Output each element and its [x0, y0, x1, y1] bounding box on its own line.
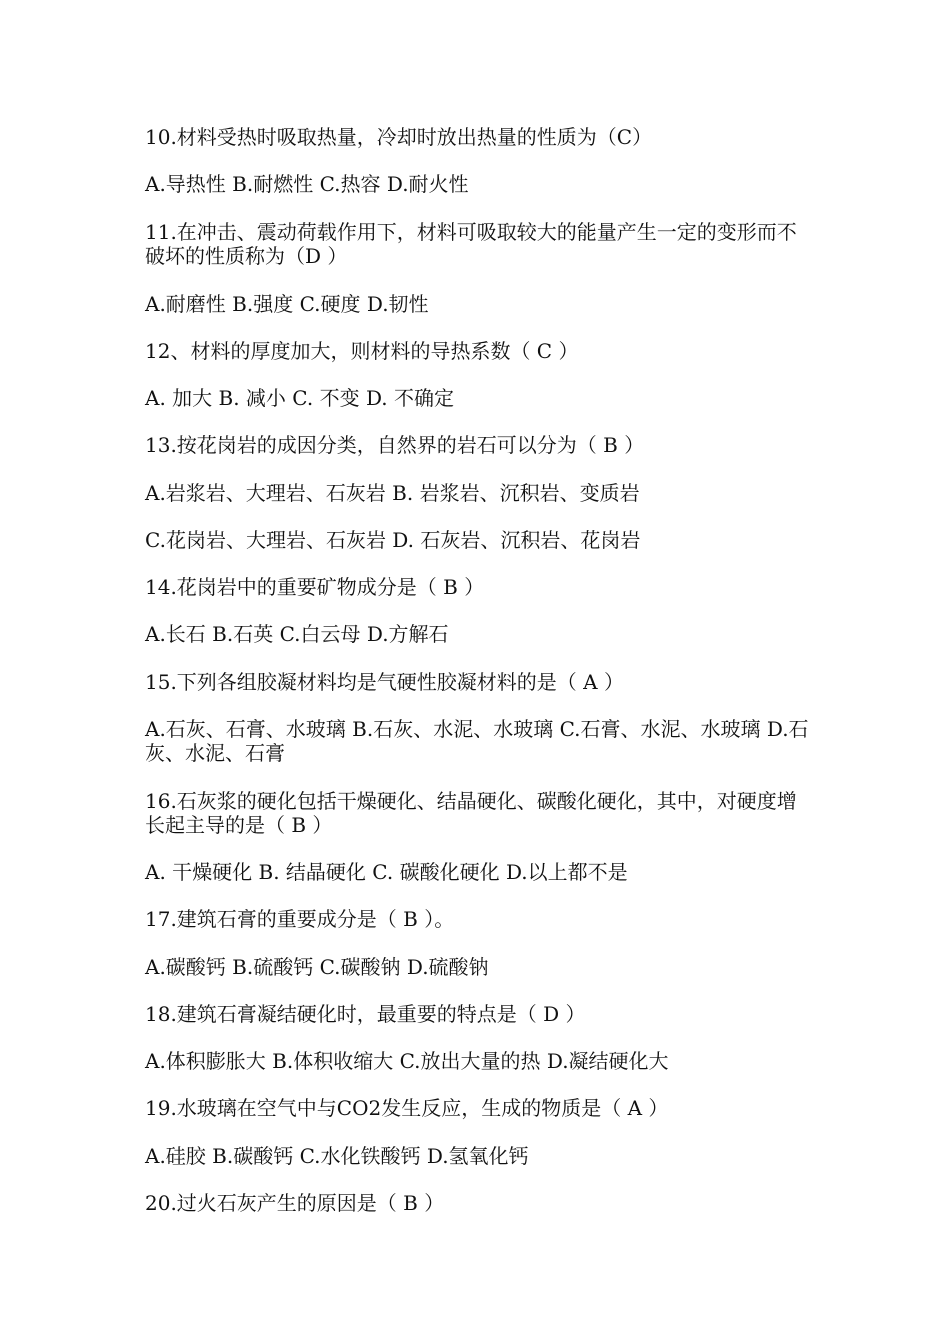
question-15-stem: 15.下列各组胶凝材料均是气硬性胶凝材料的是（ A ） [145, 670, 624, 694]
question-13-options-1: A.岩浆岩、大理岩、石灰岩 B. 岩浆岩、沉积岩、变质岩 [145, 481, 640, 505]
question-16-stem: 16.石灰浆的硬化包括干燥硬化、结晶硬化、碳酸化硬化，其中，对硬度增长起主导的是（ B ） [145, 789, 797, 837]
question-18-stem: 18.建筑石膏凝结硬化时，最重要的特点是（ D ） [145, 1002, 586, 1026]
question-11-stem: 11.在冲击、震动荷载作用下，材料可吸取较大的能量产生一定的变形而不破坏的性质称为（D ） [145, 220, 797, 268]
question-15-options: A.石灰、石膏、水玻璃 B.石灰、水泥、水玻璃 C.石膏、水泥、水玻璃 D.石灰、水泥、石膏 [145, 717, 809, 765]
question-20-stem: 20.过火石灰产生的原因是（ B ） [145, 1191, 445, 1215]
question-10-options: A.导热性 B.耐燃性 C.热容 D.耐火性 [145, 172, 469, 196]
question-18-options: A.体积膨胀大 B.体积收缩大 C.放出大量的热 D.凝结硬化大 [145, 1049, 669, 1073]
question-14-options: A.长石 B.石英 C.白云母 D.方解石 [145, 622, 449, 646]
question-13-options-2: C.花岗岩、大理岩、石灰岩 D. 石灰岩、沉积岩、花岗岩 [145, 528, 641, 552]
question-17-stem: 17.建筑石膏的重要成分是（ B ）。 [145, 907, 455, 931]
question-19-stem: 19.水玻璃在空气中与CO2发生反应，生成的物质是（ A ） [145, 1096, 669, 1120]
question-10-stem: 10.材料受热时吸取热量，冷却时放出热量的性质为（C） [145, 125, 653, 149]
question-13-stem: 13.按花岗岩的成因分类，自然界的岩石可以分为（ B ） [145, 433, 645, 457]
question-11-options: A.耐磨性 B.强度 C.硬度 D.韧性 [145, 292, 429, 316]
question-17-options: A.碳酸钙 B.硫酸钙 C.碳酸钠 D.硫酸钠 [145, 955, 489, 979]
question-12-options: A. 加大 B. 减小 C. 不变 D. 不确定 [145, 386, 454, 410]
question-14-stem: 14.花岗岩中的重要矿物成分是（ B ） [145, 575, 485, 599]
question-19-options: A.硅胶 B.碳酸钙 C.水化铁酸钙 D.氢氧化钙 [145, 1144, 529, 1168]
question-12-stem: 12、材料的厚度加大，则材料的导热系数（ C ） [145, 339, 579, 363]
question-16-options: A. 干燥硬化 B. 结晶硬化 C. 碳酸化硬化 D.以上都不是 [145, 860, 628, 884]
